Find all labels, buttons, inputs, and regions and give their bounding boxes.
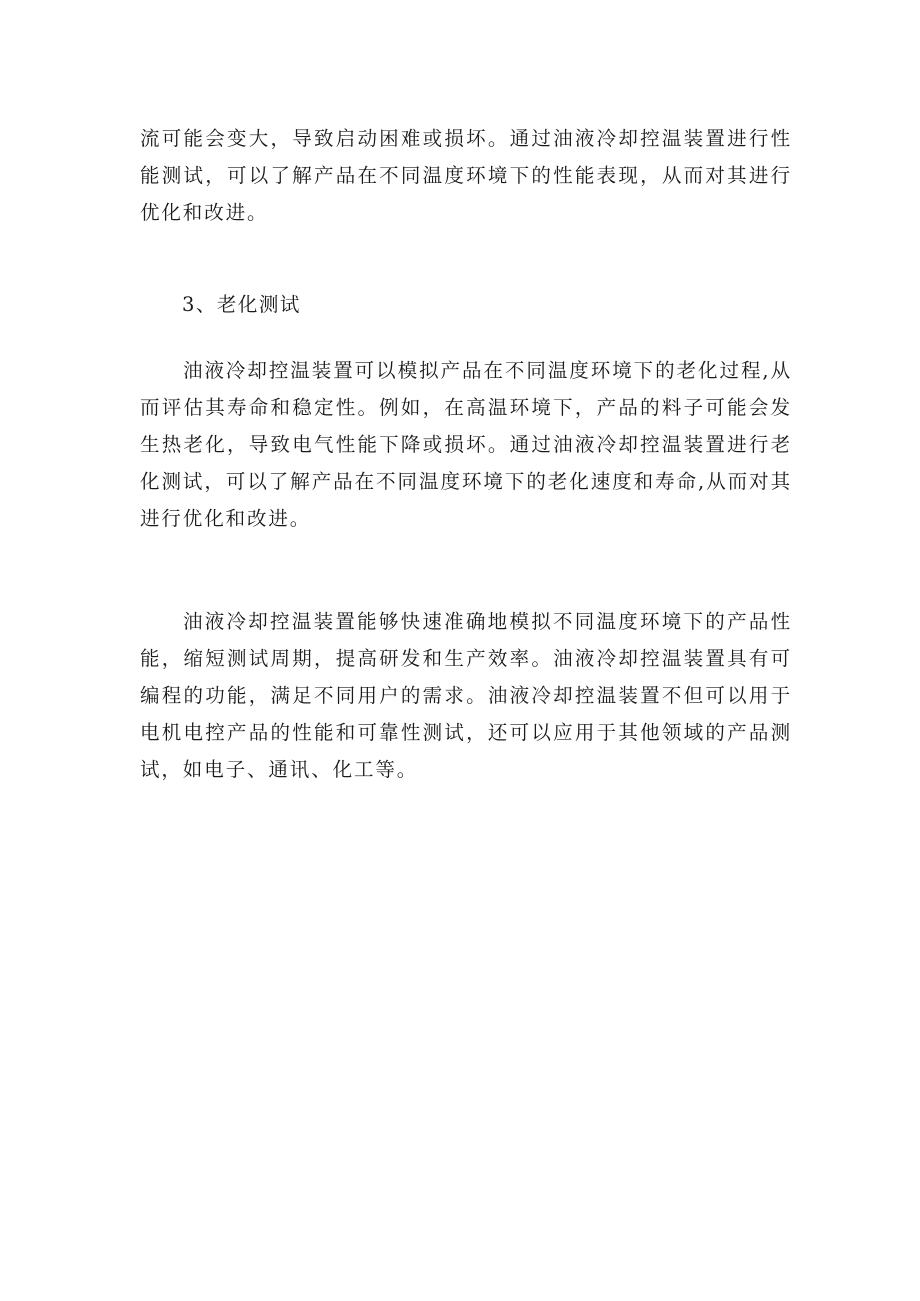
body-paragraph-continued: 流可能会变大，导致启动困难或损坏。通过油液冷却控温装置进行性能测试，可以了解产品在不同温度环境下的性能表现，从而对其进行优化和改进。	[140, 127, 792, 224]
body-paragraph-aging: 油液冷却控温装置可以模拟产品在不同温度环境下的老化过程,从而评估其寿命和稳定性。例如，在高温环境下，产品的料子可能会发生热老化，导致电气性能下降或损坏。通过油液冷却控温装置进行老化测试，可以了解产品在不同温度环境下的老化速度和寿命,从而对其进行优化和改进。	[140, 359, 792, 530]
body-paragraph-summary: 油液冷却控温装置能够快速准确地模拟不同温度环境下的产品性能，缩短测试周期，提高研发和生产效率。油液冷却控温装置具有可编程的功能，满足不同用户的需求。油液冷却控温装置不但可以用于电机电控产品的性能和可靠性测试，还可以应用于其他领域的产品测试，如电子、通讯、化工等。	[140, 610, 792, 781]
section-heading-aging-test: 3、老化测试	[182, 293, 301, 316]
